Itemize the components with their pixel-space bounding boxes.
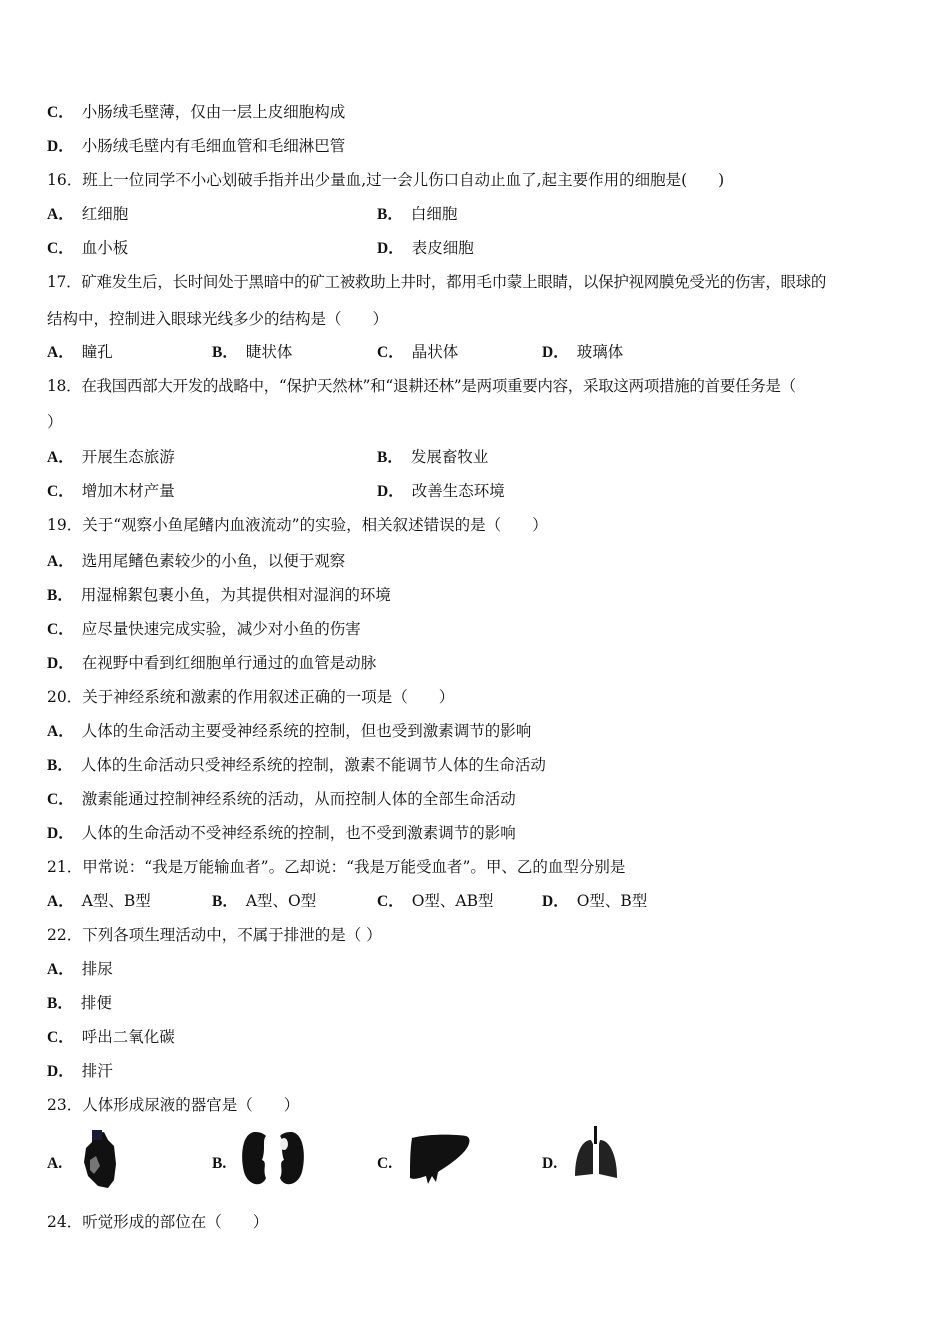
option-label: D． bbox=[377, 483, 404, 500]
option-text: 排尿 bbox=[81, 960, 113, 978]
option-text: 红细胞 bbox=[81, 205, 129, 223]
option-label: D． bbox=[47, 825, 74, 842]
q19-option-a bbox=[47, 551, 345, 572]
option-label: A． bbox=[47, 961, 74, 978]
option-label: C． bbox=[47, 1029, 74, 1046]
option-label: C． bbox=[377, 893, 404, 910]
option-text: 选用尾鳍色素较少的小鱼，以便于观察 bbox=[81, 552, 346, 570]
option-label: B． bbox=[212, 893, 238, 910]
option-text: 小肠绒毛壁内有毛细血管和毛细淋巴管 bbox=[81, 137, 346, 155]
option-label: B． bbox=[47, 757, 73, 774]
q18-option-d bbox=[377, 481, 505, 502]
q17-option-a bbox=[47, 342, 113, 363]
option-label: A． bbox=[47, 344, 74, 361]
q22-option-c bbox=[47, 1027, 175, 1048]
q16-option-d bbox=[377, 238, 474, 259]
q21-stem: 21．甲常说：“我是万能输血者”。乙却说：“我是万能受血者”。甲、乙的血型分别是 bbox=[47, 858, 626, 876]
option-text: 睫状体 bbox=[245, 343, 293, 361]
lungs-icon bbox=[573, 1126, 619, 1184]
option-text: 增加木材产量 bbox=[81, 482, 175, 500]
option-text: 激素能通过控制神经系统的活动，从而控制人体的全部生命活动 bbox=[81, 790, 516, 808]
liver-icon bbox=[408, 1132, 472, 1186]
option-label: D． bbox=[377, 240, 404, 257]
option-text: 血小板 bbox=[81, 239, 129, 257]
option-label: B． bbox=[212, 344, 238, 361]
q23-option-a bbox=[47, 1153, 70, 1174]
q19-stem: 19．关于“观察小鱼尾鳍内血液流动”的实验，相关叙述错误的是（ ） bbox=[47, 516, 548, 534]
option-label: A． bbox=[47, 723, 74, 740]
q21-option-a bbox=[47, 891, 151, 912]
option-label: B. bbox=[212, 1155, 227, 1172]
q18-option-a bbox=[47, 447, 175, 468]
q23-option-c bbox=[377, 1153, 400, 1174]
option-text: 白细胞 bbox=[410, 205, 458, 223]
option-label: D． bbox=[542, 344, 569, 361]
option-label: D． bbox=[47, 138, 74, 155]
option-label: B． bbox=[377, 449, 403, 466]
option-label: C． bbox=[47, 483, 74, 500]
q23-option-d bbox=[542, 1153, 565, 1174]
option-label: B． bbox=[47, 587, 73, 604]
option-text: 排便 bbox=[80, 994, 112, 1012]
q19-option-d bbox=[47, 653, 376, 674]
option-text: 表皮细胞 bbox=[411, 239, 474, 257]
option-label: A． bbox=[47, 893, 74, 910]
option-label: C． bbox=[47, 240, 74, 257]
q17-option-b bbox=[212, 342, 292, 363]
q21-option-d bbox=[542, 891, 647, 912]
q19-option-b bbox=[47, 585, 391, 606]
option-label: D． bbox=[542, 893, 569, 910]
q20-stem: 20．关于神经系统和激素的作用叙述正确的一项是（ ） bbox=[47, 688, 455, 706]
option-text: 人体的生命活动只受神经系统的控制，激素不能调节人体的生命活动 bbox=[80, 756, 546, 774]
q17-stem-line2: 结构中，控制进入眼球光线多少的结构是（ ） bbox=[47, 310, 389, 328]
q21-option-b bbox=[212, 891, 316, 912]
option-label: B． bbox=[47, 995, 73, 1012]
option-label: D． bbox=[47, 1063, 74, 1080]
kidneys-icon bbox=[240, 1130, 306, 1188]
q22-option-b bbox=[47, 993, 112, 1014]
option-text: 人体的生命活动不受神经系统的控制，也不受到激素调节的影响 bbox=[81, 824, 516, 842]
option-label: A． bbox=[47, 206, 74, 223]
option-text: 晶状体 bbox=[411, 343, 459, 361]
option-label: D. bbox=[542, 1155, 558, 1172]
q18-option-b bbox=[377, 447, 488, 468]
option-label: B． bbox=[377, 206, 403, 223]
q22-stem: 22．下列各项生理活动中，不属于排泄的是（ ） bbox=[47, 926, 382, 944]
option-label: C． bbox=[47, 791, 74, 808]
option-label: D． bbox=[47, 655, 74, 672]
option-label: C． bbox=[47, 621, 74, 638]
option-text: 人体的生命活动主要受神经系统的控制，但也受到激素调节的影响 bbox=[81, 722, 532, 740]
option-label: C． bbox=[47, 104, 74, 121]
option-text: A型、O型 bbox=[245, 892, 317, 910]
option-text: 用湿棉絮包裹小鱼，为其提供相对湿润的环境 bbox=[80, 586, 391, 604]
q17-stem-line1: 17．矿难发生后，长时间处于黑暗中的矿工被救助上井时，都用毛巾蒙上眼睛，以保护视网膜免受光的伤害，眼球的 bbox=[47, 273, 827, 291]
q19-option-c bbox=[47, 619, 361, 640]
option-text: 排汗 bbox=[81, 1062, 113, 1080]
q18-stem-line2: ） bbox=[47, 413, 63, 431]
option-text: 应尽量快速完成实验，减少对小鱼的伤害 bbox=[81, 620, 361, 638]
option-label: C． bbox=[377, 344, 404, 361]
option-text: 开展生态旅游 bbox=[81, 448, 175, 466]
q16-option-c bbox=[47, 238, 128, 259]
q16-option-b bbox=[377, 204, 457, 225]
option-text: A型、B型 bbox=[81, 892, 151, 910]
q24-stem: 24．听觉形成的部位在（ ） bbox=[47, 1213, 269, 1231]
q20-option-d bbox=[47, 823, 516, 844]
option-label: A． bbox=[47, 449, 74, 466]
option-text: 呼出二氧化碳 bbox=[81, 1028, 175, 1046]
option-text: 在视野中看到红细胞单行通过的血管是动脉 bbox=[81, 654, 377, 672]
option-text: 改善生态环境 bbox=[411, 482, 505, 500]
q18-option-c bbox=[47, 481, 175, 502]
option-text: O型、AB型 bbox=[411, 892, 494, 910]
heart-icon bbox=[78, 1130, 120, 1190]
option-text: O型、B型 bbox=[576, 892, 648, 910]
option-text: 瞳孔 bbox=[81, 343, 113, 361]
q23-option-b bbox=[212, 1153, 234, 1174]
option-label: A. bbox=[47, 1155, 63, 1172]
q15-option-d bbox=[47, 136, 345, 157]
q15-option-c bbox=[47, 102, 345, 123]
option-label: C. bbox=[377, 1155, 393, 1172]
q23-stem: 23．人体形成尿液的器官是（ ） bbox=[47, 1096, 300, 1114]
option-text: 玻璃体 bbox=[576, 343, 624, 361]
q22-option-d bbox=[47, 1061, 113, 1082]
q18-stem-line1: 18．在我国西部大开发的战略中，“保护天然林”和“退耕还林”是两项重要内容，采取这两项措施的首要任务是（ bbox=[47, 377, 796, 395]
q20-option-c bbox=[47, 789, 516, 810]
q17-option-c bbox=[377, 342, 458, 363]
q21-option-c bbox=[377, 891, 494, 912]
q17-option-d bbox=[542, 342, 623, 363]
q22-option-a bbox=[47, 959, 113, 980]
q16-option-a bbox=[47, 204, 128, 225]
option-text: 小肠绒毛壁薄，仅由一层上皮细胞构成 bbox=[81, 103, 346, 121]
q20-option-b bbox=[47, 755, 546, 776]
option-text: 发展畜牧业 bbox=[410, 448, 489, 466]
option-label: A． bbox=[47, 553, 74, 570]
q20-option-a bbox=[47, 721, 531, 742]
q16-stem: 16．班上一位同学不小心划破手指并出少量血,过一会儿伤口自动止血了,起主要作用的细胞是( ) bbox=[47, 171, 725, 189]
